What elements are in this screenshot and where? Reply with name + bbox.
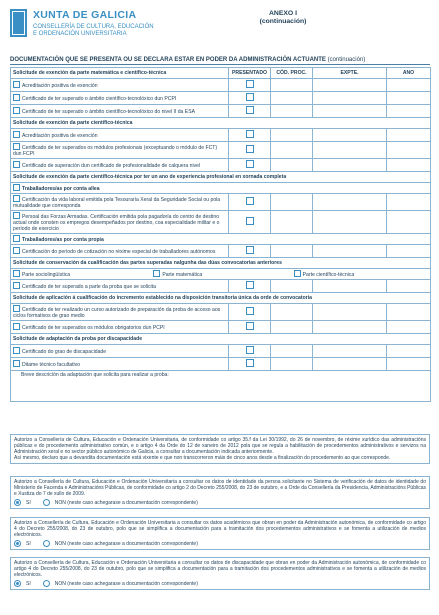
- expte-cell[interactable]: [313, 245, 387, 258]
- authorization-block-2: [10, 476, 430, 509]
- radio-non-label: NON (neste caso achegarase a documentación correspondente): [54, 540, 198, 547]
- radio-si[interactable]: [14, 580, 21, 587]
- expte-cell[interactable]: [313, 105, 387, 118]
- row-label: Certificado do grao de discapacidade: [22, 349, 107, 355]
- cod-proc-cell[interactable]: [271, 129, 313, 142]
- row-label: Acreditación positiva de exención: [22, 83, 98, 89]
- cod-proc-cell[interactable]: [271, 304, 313, 321]
- radio-non[interactable]: [43, 580, 50, 587]
- col-header-cod-proc: CÓD. PROC.: [271, 68, 313, 79]
- row-label: Ditame técnico facultativo: [22, 362, 81, 368]
- ano-cell[interactable]: [387, 280, 431, 293]
- presented-checkbox[interactable]: [246, 359, 254, 367]
- subheading: Traballadores/as por conta allea: [22, 186, 100, 192]
- presented-checkbox[interactable]: [246, 307, 254, 315]
- expte-cell[interactable]: [313, 345, 387, 358]
- cod-proc-cell[interactable]: [271, 358, 313, 371]
- radio-si-label: SI: [26, 580, 31, 587]
- presented-checkbox[interactable]: [246, 145, 254, 153]
- table-row: [11, 345, 431, 358]
- row-label: Certificado de ter superado a parte da proba que se solicita: [22, 284, 156, 290]
- checkbox[interactable]: [13, 235, 20, 242]
- radio-non-label: NON (neste caso achegarase a documentación correspondente): [54, 580, 198, 587]
- radio-non[interactable]: [43, 499, 50, 506]
- ano-cell[interactable]: [387, 105, 431, 118]
- cod-proc-cell[interactable]: [271, 79, 313, 92]
- expte-cell[interactable]: [313, 129, 387, 142]
- xunta-logo-icon: [10, 9, 27, 37]
- col-header-presentado: PRESENTADO: [229, 68, 271, 79]
- ano-cell[interactable]: [387, 92, 431, 105]
- anexo-label: [258, 10, 308, 26]
- checkbox[interactable]: [13, 282, 20, 289]
- checkbox[interactable]: [153, 270, 160, 277]
- presented-checkbox[interactable]: [246, 106, 254, 114]
- presented-checkbox[interactable]: [246, 346, 254, 354]
- checkbox[interactable]: [13, 247, 20, 254]
- page-title: [10, 57, 430, 65]
- row-label: Certificado de superación dun certificado de profesionalidade de calquera nivel: [22, 163, 201, 169]
- checkbox[interactable]: [13, 360, 20, 367]
- ano-cell[interactable]: [387, 345, 431, 358]
- table-row: [11, 211, 431, 234]
- col-header-ano: ANO: [387, 68, 431, 79]
- logo-subtitle: CONSELLERÍA DE CULTURA, EDUCACIÓN E ORDENACIÓN UNIVERSITARIA: [33, 24, 154, 37]
- expte-cell[interactable]: [313, 92, 387, 105]
- expte-cell[interactable]: [313, 280, 387, 293]
- radio-non-label: NON (neste caso achegarase a documentación correspondente): [54, 499, 198, 506]
- cod-proc-cell[interactable]: [271, 92, 313, 105]
- row-label: Persoal das Forzas Armadas. Certificación emitida pola pagadoría do centro de destino actual onde consten os empregos desempeñados por destino, coa especialidade militar e o período de exercicio: [13, 214, 220, 232]
- expte-cell[interactable]: [313, 79, 387, 92]
- section-title: Solicitude de conservación da cualificación das partes superadas nalgunha das dúas convocatorias anteriores: [11, 258, 431, 269]
- ano-cell[interactable]: [387, 358, 431, 371]
- expte-cell[interactable]: [313, 194, 387, 211]
- expte-cell[interactable]: [313, 142, 387, 159]
- anexo-title: ANEXO I: [269, 10, 297, 17]
- authorization-text: Autorizo a Consellería de Cultura, Educación e Ordenación Universitaria, de conformidade co artigo 35.f da Lei 30/1992, do 26 de novembro, de réxime xurídico das administracións públicas e do procedemento administrativo común, e o artigo 4 da Orde do 12 de xaneiro de 2012 pola que se regula a habilitación de procedementos administrativos e servizos na Administración xeral e no sector público autonómico de Galicia, a consultar a documentación indicada anteriormente.: [14, 437, 426, 455]
- row-label: Certificado de ter realizado un curso autorizado de preparación da proba de acceso aos ciclos formativos de grao medio: [13, 307, 221, 319]
- table-row: [11, 194, 431, 211]
- checkbox[interactable]: [13, 323, 20, 330]
- expte-cell[interactable]: [313, 321, 387, 334]
- presented-checkbox[interactable]: [246, 322, 254, 330]
- checkbox[interactable]: [13, 81, 20, 88]
- cod-proc-cell[interactable]: [271, 159, 313, 172]
- title-sub: (continuación): [327, 57, 366, 63]
- table-row: [11, 105, 431, 118]
- table-row: [11, 358, 431, 371]
- cod-proc-cell[interactable]: [271, 194, 313, 211]
- table-row: [11, 129, 431, 142]
- presented-checkbox[interactable]: [246, 93, 254, 101]
- table-row: [11, 92, 431, 105]
- expte-cell[interactable]: [313, 211, 387, 234]
- expte-cell[interactable]: [313, 304, 387, 321]
- radio-si[interactable]: [14, 499, 21, 506]
- ano-cell[interactable]: [387, 321, 431, 334]
- row-label: Certificación da vida laboral emitida pola Tesouraría Xeral da Seguridade Social ou pola mutualidade que corresponda: [13, 197, 221, 209]
- cod-proc-cell[interactable]: [271, 345, 313, 358]
- cod-proc-cell[interactable]: [271, 105, 313, 118]
- table-row: [11, 159, 431, 172]
- checkbox[interactable]: [13, 184, 20, 191]
- col-header-expte: EXPTE.: [313, 68, 387, 79]
- ano-cell[interactable]: [387, 129, 431, 142]
- cod-proc-cell[interactable]: [271, 142, 313, 159]
- adaptation-description-field[interactable]: [11, 371, 431, 402]
- checkbox[interactable]: [13, 195, 20, 202]
- checkbox[interactable]: [13, 270, 20, 277]
- cod-proc-cell[interactable]: [271, 321, 313, 334]
- table-row: [11, 142, 431, 159]
- checkbox[interactable]: [13, 305, 20, 312]
- checkbox[interactable]: [13, 212, 20, 219]
- row-label: Acreditación positiva de exención: [22, 133, 98, 139]
- authorization-text: Autorizo a Consellería de Cultura, Educación e Ordenación Universitaria a consultar os datos de discapacidade que obran en poder da Administración autonómica, de conformidade co artigo 4 do Decreto 255/2008, do 23 de outubro, polo que se simplifica a documentación para a tramitación dos procedementos administrativos e se fomenta a utilización de medios electrónicos.: [14, 560, 426, 578]
- authorization-text: Autorizo a Consellería de Cultura, Educación e Ordenación Universitaria a consultar os datos académicos que obran en poder da Administración autonómica, de conformidade co artigo 4 do Decreto 255/2008, do 23 de outubro, polo que se simplifica a documentación para a tramitación dos procedementos administrativos e se fomenta a utilización de medios electrónicos.: [14, 520, 426, 538]
- radio-si-label: SI: [26, 499, 31, 506]
- table-row: [11, 245, 431, 258]
- presented-checkbox[interactable]: [246, 281, 254, 289]
- authorization-block-4: [10, 557, 430, 590]
- documents-table: [10, 67, 431, 402]
- table-row: [11, 321, 431, 334]
- table-row: [11, 280, 431, 293]
- part-label: Parte sociolingüística: [22, 272, 71, 278]
- checkbox[interactable]: [13, 143, 20, 150]
- ano-cell[interactable]: [387, 159, 431, 172]
- authorization-block-1: [10, 434, 430, 464]
- expte-cell[interactable]: [313, 159, 387, 172]
- cod-proc-cell[interactable]: [271, 211, 313, 234]
- radio-si-label: SI: [26, 540, 31, 547]
- logo-name: XUNTA DE GALICIA: [33, 9, 137, 21]
- presented-checkbox[interactable]: [246, 197, 254, 205]
- presented-checkbox[interactable]: [246, 80, 254, 88]
- ano-cell[interactable]: [387, 79, 431, 92]
- row-label: Certificado de ter superados os módulos obrigatorios dun PCPI: [22, 325, 165, 331]
- table-row: [11, 79, 431, 92]
- presented-checkbox[interactable]: [246, 160, 254, 168]
- authorization-block-3: [10, 517, 430, 550]
- section-title: Solicitude de exención da parte científico-técnica por ter un ano de experiencia profesional en xornada completa: [11, 172, 431, 183]
- expte-cell[interactable]: [313, 358, 387, 371]
- checkbox[interactable]: [13, 107, 20, 114]
- anexo-subtitle: (continuación): [259, 18, 307, 25]
- declaration-text: Así mesmo, declaro que a devandita documentación está vixente e que non transcorreron máis de cinco anos desde a finalización do procedemento ao que corresponde.: [14, 455, 391, 461]
- section-title: Solicitude de exención da parte matemática e científico-técnica: [11, 68, 229, 79]
- cod-proc-cell[interactable]: [271, 245, 313, 258]
- checkbox[interactable]: [13, 94, 20, 101]
- checkbox[interactable]: [13, 347, 20, 354]
- part-label: Parte científico-técnica: [302, 272, 355, 278]
- row-label: Certificado de ter superados os módulos profesionais (exceptuando o módulo de FCT) dun FCPI: [13, 145, 218, 157]
- row-label: Certificación do período de cotización no réxime especial de traballadores autónomos: [22, 249, 216, 255]
- section-title: Solicitude de adaptación da proba por discapacidade: [11, 334, 431, 345]
- cod-proc-cell[interactable]: [271, 280, 313, 293]
- ano-cell[interactable]: [387, 142, 431, 159]
- ano-cell[interactable]: [387, 304, 431, 321]
- presented-checkbox[interactable]: [246, 130, 254, 138]
- radio-non[interactable]: [43, 540, 50, 547]
- presented-checkbox[interactable]: [246, 217, 254, 225]
- row-label: Certificado de ter superado o ámbito científico-tecnolóxico do nivel II da ESA: [22, 109, 195, 115]
- checkbox[interactable]: [13, 161, 20, 168]
- ano-cell[interactable]: [387, 194, 431, 211]
- header: [10, 8, 430, 48]
- part-label: Parte matemática: [162, 272, 203, 278]
- checkbox[interactable]: [294, 270, 301, 277]
- row-label: Certificado de ter superado o ámbito científico-tecnolóxico dun PCPI: [22, 96, 177, 102]
- checkbox[interactable]: [13, 131, 20, 138]
- authorization-text: Autorizo a Consellería de Cultura, Educación e Ordenación Universitaria a consultar os datos de identidade da persoa solicitante no Sistema de verificación de datos de identidade do Ministerio de Facenda e Administracións Públicas, de conformidade co artigo 2 do Decreto 255/2008, do 23 de outubro, e a Orde da Consellería da Presidencia, Administracións Públicas e Xustiza do 7 de xullo de 2009.: [14, 479, 426, 497]
- title-text: DOCUMENTACIÓN QUE SE PRESENTA OU SE DECLARA ESTAR EN PODER DA ADMINISTRACIÓN ACTUANTE: [10, 57, 326, 63]
- adaptation-description-label: Breve descrición da adaptación que solicita para realizar a proba:: [21, 372, 169, 378]
- radio-si[interactable]: [14, 540, 21, 547]
- ano-cell[interactable]: [387, 211, 431, 234]
- section-title: Solicitude de aplicación á cualificación do incremento establecido na disposición transitoria única da orde de convocatoria: [11, 293, 431, 304]
- table-row: [11, 304, 431, 321]
- section-title: Solicitude de exención da parte científico-técnica: [11, 118, 431, 129]
- ano-cell[interactable]: [387, 245, 431, 258]
- subheading: Traballadores/as por conta propia: [22, 237, 104, 243]
- presented-checkbox[interactable]: [246, 246, 254, 254]
